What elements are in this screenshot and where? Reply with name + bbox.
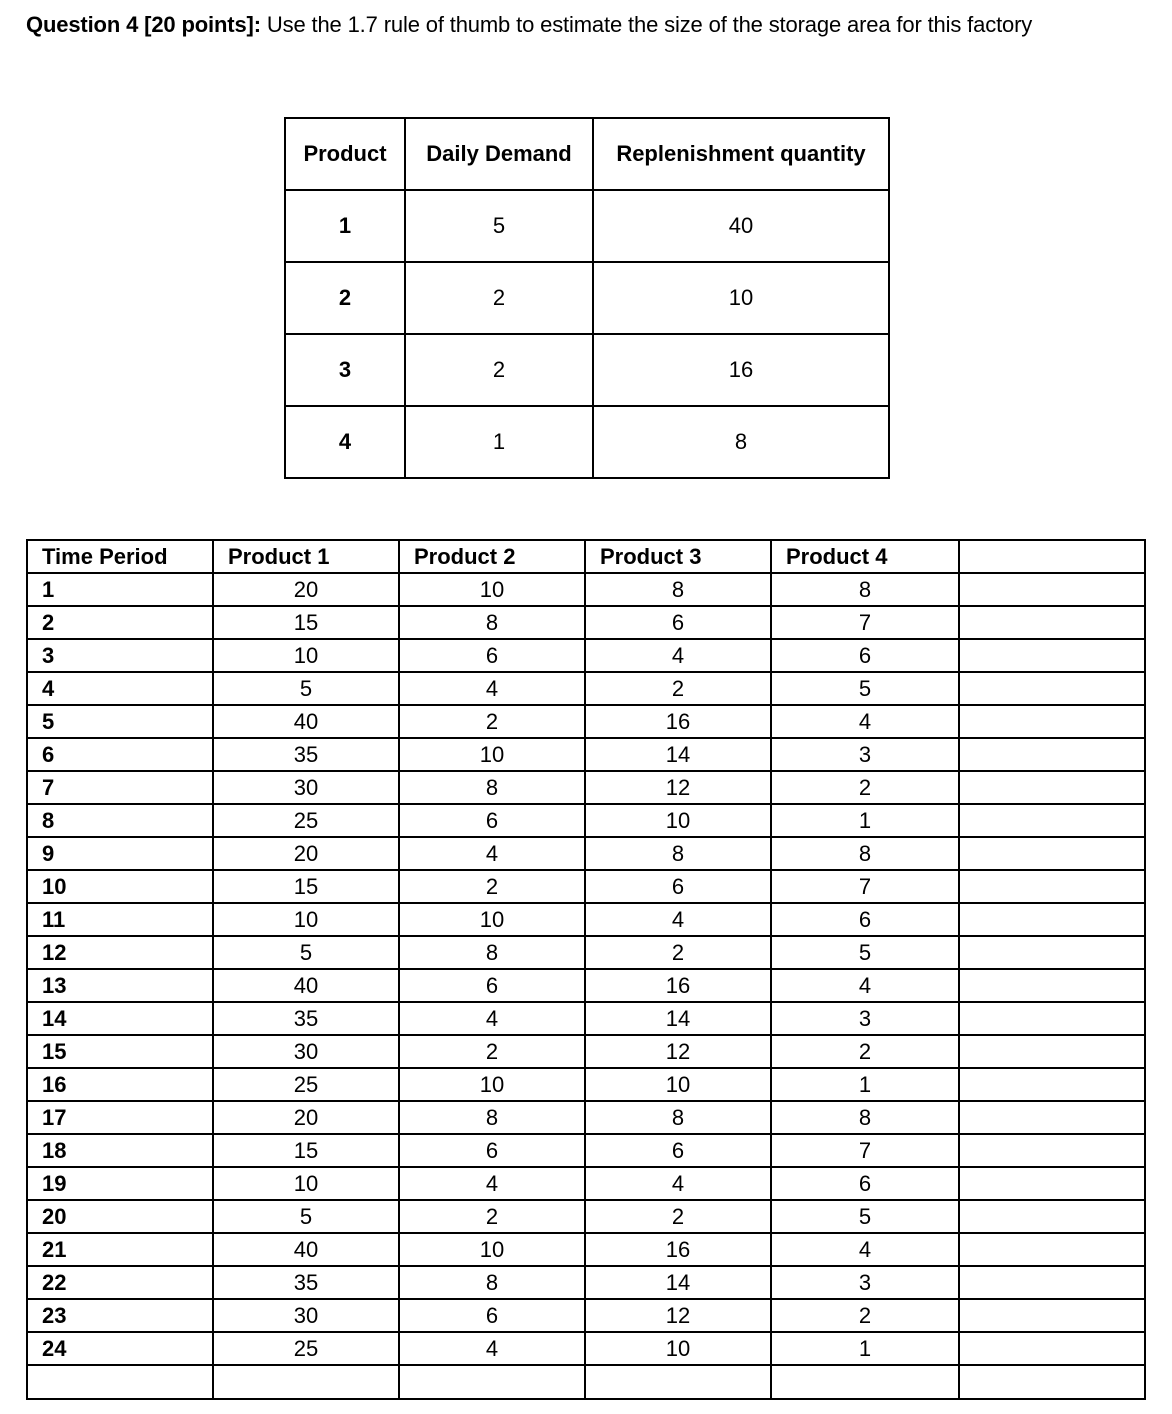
product-1-cell: 30 [213, 1299, 399, 1332]
daily-demand: 2 [405, 334, 593, 406]
time-period-cell: 13 [27, 969, 213, 1002]
product-4-cell: 3 [771, 1266, 959, 1299]
table-row [27, 738, 1145, 771]
summary-row [285, 406, 889, 478]
product-4-cell: 5 [771, 936, 959, 969]
question-label: Question 4 [20 points]: [26, 12, 261, 37]
empty-cell [959, 1233, 1145, 1266]
table-row [27, 1233, 1145, 1266]
product-4-cell: 3 [771, 738, 959, 771]
table-row [27, 1266, 1145, 1299]
product-2-cell: 10 [399, 1233, 585, 1266]
product-3-cell: 16 [585, 1233, 771, 1266]
time-period-cell: 5 [27, 705, 213, 738]
empty-cell [585, 1365, 771, 1399]
header-product: Product [285, 118, 405, 190]
summary-header-row [285, 118, 889, 190]
empty-cell [27, 1365, 213, 1399]
product-summary-table [284, 117, 890, 479]
table-row [27, 1134, 1145, 1167]
product-1-cell: 20 [213, 1101, 399, 1134]
empty-cell [959, 1299, 1145, 1332]
time-period-cell: 16 [27, 1068, 213, 1101]
table-row [27, 1101, 1145, 1134]
replenishment-quantity: 10 [593, 262, 889, 334]
table-row [27, 1167, 1145, 1200]
table-row [27, 804, 1145, 837]
product-3-cell: 10 [585, 1332, 771, 1365]
empty-cell [959, 1167, 1145, 1200]
product-id: 3 [285, 334, 405, 406]
product-1-cell: 15 [213, 1134, 399, 1167]
replenishment-quantity: 40 [593, 190, 889, 262]
summary-row [285, 190, 889, 262]
product-2-cell: 6 [399, 969, 585, 1002]
product-3-cell: 10 [585, 804, 771, 837]
question-text [26, 10, 1032, 40]
time-period-cell: 17 [27, 1101, 213, 1134]
product-3-cell: 2 [585, 1200, 771, 1233]
header-product-2: Product 2 [399, 540, 585, 573]
product-4-cell: 5 [771, 672, 959, 705]
time-header-row [27, 540, 1145, 573]
time-period-cell: 2 [27, 606, 213, 639]
time-period-cell: 12 [27, 936, 213, 969]
product-3-cell: 2 [585, 936, 771, 969]
time-period-cell: 21 [27, 1233, 213, 1266]
empty-cell [399, 1365, 585, 1399]
empty-cell [959, 837, 1145, 870]
summary-row [285, 262, 889, 334]
table-row [27, 1068, 1145, 1101]
product-1-cell: 5 [213, 936, 399, 969]
product-3-cell: 6 [585, 606, 771, 639]
product-3-cell: 8 [585, 837, 771, 870]
product-4-cell: 8 [771, 837, 959, 870]
time-period-cell: 1 [27, 573, 213, 606]
header-product-3: Product 3 [585, 540, 771, 573]
product-1-cell: 40 [213, 705, 399, 738]
table-row [27, 705, 1145, 738]
product-2-cell: 10 [399, 738, 585, 771]
empty-cell [959, 1068, 1145, 1101]
time-period-cell: 6 [27, 738, 213, 771]
header-daily-demand: Daily Demand [405, 118, 593, 190]
product-4-cell: 8 [771, 1101, 959, 1134]
product-2-cell: 8 [399, 1266, 585, 1299]
product-2-cell: 8 [399, 936, 585, 969]
product-1-cell: 35 [213, 738, 399, 771]
product-id: 2 [285, 262, 405, 334]
product-3-cell: 4 [585, 639, 771, 672]
product-3-cell: 2 [585, 672, 771, 705]
time-period-cell: 4 [27, 672, 213, 705]
product-2-cell: 4 [399, 837, 585, 870]
product-1-cell: 5 [213, 1200, 399, 1233]
product-1-cell: 10 [213, 639, 399, 672]
empty-cell [959, 1365, 1145, 1399]
empty-cell [959, 573, 1145, 606]
time-period-cell: 3 [27, 639, 213, 672]
product-1-cell: 25 [213, 1332, 399, 1365]
product-1-cell: 10 [213, 903, 399, 936]
product-4-cell: 1 [771, 1068, 959, 1101]
product-1-cell: 10 [213, 1167, 399, 1200]
time-period-cell: 10 [27, 870, 213, 903]
replenishment-quantity: 8 [593, 406, 889, 478]
time-period-cell: 20 [27, 1200, 213, 1233]
product-4-cell: 7 [771, 870, 959, 903]
product-4-cell: 4 [771, 705, 959, 738]
product-2-cell: 4 [399, 1002, 585, 1035]
empty-cell [213, 1365, 399, 1399]
product-4-cell: 1 [771, 804, 959, 837]
daily-demand: 1 [405, 406, 593, 478]
empty-cell [959, 1266, 1145, 1299]
time-period-cell: 15 [27, 1035, 213, 1068]
product-1-cell: 20 [213, 573, 399, 606]
empty-row [27, 1365, 1145, 1399]
empty-cell [959, 1200, 1145, 1233]
product-2-cell: 6 [399, 1134, 585, 1167]
table-row [27, 771, 1145, 804]
table-row [27, 837, 1145, 870]
product-id: 4 [285, 406, 405, 478]
empty-cell [771, 1365, 959, 1399]
table-row [27, 969, 1145, 1002]
product-4-cell: 6 [771, 639, 959, 672]
header-product-4: Product 4 [771, 540, 959, 573]
product-1-cell: 15 [213, 606, 399, 639]
product-1-cell: 40 [213, 969, 399, 1002]
time-period-cell: 7 [27, 771, 213, 804]
product-4-cell: 3 [771, 1002, 959, 1035]
product-3-cell: 12 [585, 1299, 771, 1332]
product-4-cell: 6 [771, 1167, 959, 1200]
table-row [27, 936, 1145, 969]
product-1-cell: 30 [213, 1035, 399, 1068]
product-2-cell: 2 [399, 870, 585, 903]
inventory-time-table [26, 539, 1146, 1400]
table-row [27, 1035, 1145, 1068]
product-2-cell: 6 [399, 639, 585, 672]
product-2-cell: 2 [399, 1200, 585, 1233]
empty-cell [959, 606, 1145, 639]
time-period-cell: 19 [27, 1167, 213, 1200]
time-period-cell: 14 [27, 1002, 213, 1035]
product-3-cell: 14 [585, 1002, 771, 1035]
product-2-cell: 6 [399, 804, 585, 837]
time-period-cell: 9 [27, 837, 213, 870]
product-1-cell: 25 [213, 1068, 399, 1101]
product-2-cell: 4 [399, 1332, 585, 1365]
product-1-cell: 35 [213, 1002, 399, 1035]
table-row [27, 672, 1145, 705]
table-row [27, 903, 1145, 936]
empty-cell [959, 1134, 1145, 1167]
time-period-cell: 22 [27, 1266, 213, 1299]
product-1-cell: 5 [213, 672, 399, 705]
product-3-cell: 6 [585, 1134, 771, 1167]
product-4-cell: 7 [771, 606, 959, 639]
product-4-cell: 6 [771, 903, 959, 936]
time-period-cell: 24 [27, 1332, 213, 1365]
time-period-cell: 8 [27, 804, 213, 837]
product-2-cell: 10 [399, 1068, 585, 1101]
product-3-cell: 4 [585, 1167, 771, 1200]
product-3-cell: 14 [585, 1266, 771, 1299]
daily-demand: 2 [405, 262, 593, 334]
product-4-cell: 8 [771, 573, 959, 606]
product-4-cell: 2 [771, 771, 959, 804]
table-row [27, 1200, 1145, 1233]
summary-row [285, 334, 889, 406]
replenishment-quantity: 16 [593, 334, 889, 406]
empty-cell [959, 672, 1145, 705]
table-row [27, 1299, 1145, 1332]
product-1-cell: 25 [213, 804, 399, 837]
product-3-cell: 8 [585, 573, 771, 606]
product-2-cell: 4 [399, 672, 585, 705]
table-row [27, 1002, 1145, 1035]
daily-demand: 5 [405, 190, 593, 262]
product-4-cell: 7 [771, 1134, 959, 1167]
product-3-cell: 14 [585, 738, 771, 771]
product-1-cell: 20 [213, 837, 399, 870]
product-2-cell: 6 [399, 1299, 585, 1332]
product-2-cell: 8 [399, 1101, 585, 1134]
table-row [27, 639, 1145, 672]
product-2-cell: 2 [399, 1035, 585, 1068]
header-replenishment-quantity: Replenishment quantity [593, 118, 889, 190]
product-2-cell: 8 [399, 606, 585, 639]
product-2-cell: 8 [399, 771, 585, 804]
question-body: Use the 1.7 rule of thumb to estimate the size of the storage area for this factory [260, 12, 1033, 37]
table-row [27, 870, 1145, 903]
product-3-cell: 16 [585, 705, 771, 738]
product-1-cell: 35 [213, 1266, 399, 1299]
product-3-cell: 8 [585, 1101, 771, 1134]
product-2-cell: 4 [399, 1167, 585, 1200]
empty-cell [959, 639, 1145, 672]
product-4-cell: 2 [771, 1035, 959, 1068]
time-period-cell: 18 [27, 1134, 213, 1167]
product-1-cell: 15 [213, 870, 399, 903]
table-row [27, 573, 1145, 606]
empty-cell [959, 1101, 1145, 1134]
product-4-cell: 1 [771, 1332, 959, 1365]
product-4-cell: 4 [771, 1233, 959, 1266]
product-4-cell: 4 [771, 969, 959, 1002]
table-row [27, 1332, 1145, 1365]
product-4-cell: 5 [771, 1200, 959, 1233]
product-3-cell: 12 [585, 771, 771, 804]
product-id: 1 [285, 190, 405, 262]
empty-cell [959, 870, 1145, 903]
product-3-cell: 6 [585, 870, 771, 903]
empty-cell [959, 1035, 1145, 1068]
time-period-cell: 11 [27, 903, 213, 936]
product-2-cell: 10 [399, 573, 585, 606]
table-row [27, 606, 1145, 639]
empty-cell [959, 969, 1145, 1002]
product-3-cell: 4 [585, 903, 771, 936]
product-3-cell: 16 [585, 969, 771, 1002]
header-product-1: Product 1 [213, 540, 399, 573]
time-period-cell: 23 [27, 1299, 213, 1332]
empty-cell [959, 936, 1145, 969]
header-time-period: Time Period [27, 540, 213, 573]
empty-cell [959, 1002, 1145, 1035]
product-1-cell: 30 [213, 771, 399, 804]
product-3-cell: 12 [585, 1035, 771, 1068]
empty-cell [959, 705, 1145, 738]
product-3-cell: 10 [585, 1068, 771, 1101]
product-2-cell: 10 [399, 903, 585, 936]
product-2-cell: 2 [399, 705, 585, 738]
product-4-cell: 2 [771, 1299, 959, 1332]
empty-cell [959, 771, 1145, 804]
empty-cell [959, 738, 1145, 771]
empty-cell [959, 1332, 1145, 1365]
empty-cell [959, 804, 1145, 837]
empty-cell [959, 903, 1145, 936]
product-1-cell: 40 [213, 1233, 399, 1266]
header-empty [959, 540, 1145, 573]
